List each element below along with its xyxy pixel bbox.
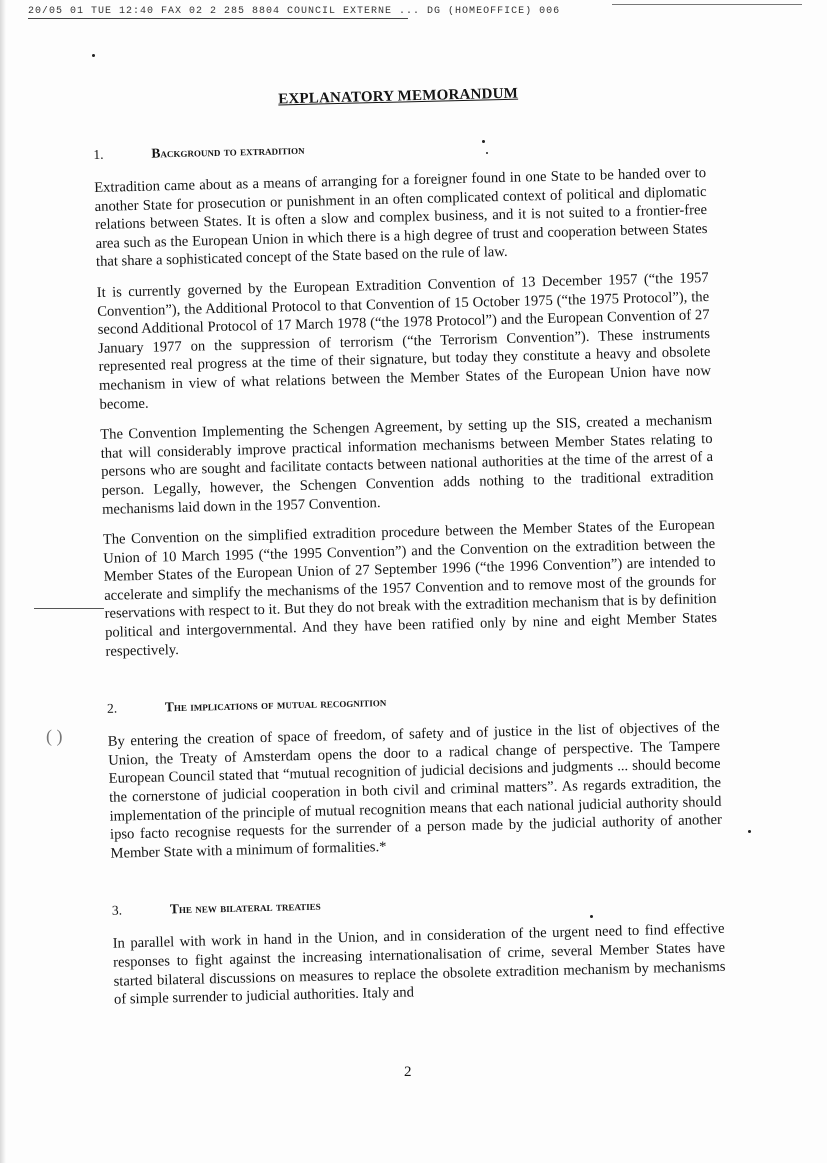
paragraph: The Convention on the simplified extradition procedure between the Member States of the European Union of 10 March 1995 (“the 1995 Convention”) and the Convention on the extradition between the Member States of the European Union of 27 September 1996 (“the 1996 Convention”) are intended to accelerate and simplify the mechanisms of the 1957 Convention and to remove most of the grounds for reservations with respect to it. But they do not break with the extradition mechanism that is by definition political and intergovernmental. And they have been ratified only by nine and eight Member States respectively.	[102, 517, 718, 660]
scan-speck	[748, 830, 751, 833]
section-number: 2.	[106, 700, 118, 717]
paragraph: By entering the creation of space of freedom, of safety and of justice in the list of objectives of the Union, the Treaty of Amsterdam opens the door to a radical change of perspective. The Tampere European Council stated that “mutual recognition of judicial decisions and judgments ... should become the cornerstone of judicial cooperation in both civil and criminal matters”. As regards extradition, the implementation of the principle of mutual recognition means that each national judicial authority should ipso facto recognise requests for the surrender of a person made by the judicial authority of another Member State with a minimum of formalities.*	[107, 719, 723, 862]
section-heading	[93, 132, 705, 163]
section-3	[112, 888, 726, 1009]
scan-speck	[92, 54, 95, 57]
section-1	[93, 132, 717, 661]
scan-bracket-mark: ( )	[46, 726, 63, 746]
section-title: The new bilateral treaties	[169, 898, 321, 917]
scan-speck	[590, 915, 593, 918]
memorandum-body	[92, 81, 726, 1021]
scan-speck	[482, 140, 485, 143]
section-title: Background to extradition	[151, 141, 305, 161]
paragraph: In parallel with work in hand in the Union, and in consideration of the urgent need to find effective responses to fight against the increasing internationalisation of crime, several Member States have started bilateral discussions on measures to replace the obsolete extradition mechanism by mechanisms of simple surrender to judicial authorities. Italy and	[112, 921, 726, 1008]
scan-edge-shadow	[0, 0, 6, 1163]
paragraph: It is currently governed by the European Extradition Convention of 13 December 1957 (“the 1957 Convention”), the Additional Protocol to that Convention of 15 October 1975 (“the 1975 Protocol”), the second Additional Protocol of 17 March 1978 (“the 1978 Protocol”) and the European Convention of 27 January 1977 on the suppression of terrorism (“the Terrorism Convention”). These instruments represented real progress at the time of their signature, but today they constitute a heavy and obsolete mechanism in view of what relations between the Member States of the European Union have now become.	[96, 269, 712, 413]
scan-margin-mark	[34, 608, 104, 609]
section-number: 1.	[93, 146, 104, 162]
section-number: 3.	[111, 902, 123, 919]
section-title: The implications of mutual recognition	[164, 694, 387, 715]
section-2	[107, 686, 723, 863]
page-number: 2	[404, 1064, 412, 1080]
paragraph: The Convention Implementing the Schengen Agreement, by setting up the SIS, created a mechanism that will considerably improve practical information mechanisms between Member States relating to persons who are sought and facilitate contacts between national authorities at the time of the arrest of a person. Legally, however, the Schengen Convention adds nothing to the traditional extradition mechanisms laid down in the 1957 Convention.	[100, 412, 714, 518]
scan-speck	[486, 152, 488, 154]
fax-top-rule	[612, 4, 802, 5]
document-title: EXPLANATORY MEMORANDUM	[278, 85, 519, 108]
paragraph: Extradition came about as a means of arranging for a foreigner found in one State to be handed over to another State for prosecution or punishment in an often complicated context of political and diplomatic relations between States. It is often a slow and complex business, and it is not suited to a frontier-free area such as the European Union in which there is a high degree of trust and cooperation between States that share a sophisticated concept of the State based on the rule of law.	[94, 165, 708, 271]
fax-header: 20/05 01 TUE 12:40 FAX 02 2 285 8804 COUNCIL EXTERNE ... DG (HOMEOFFICE) 006	[28, 6, 561, 17]
fax-header-rule	[28, 18, 408, 19]
